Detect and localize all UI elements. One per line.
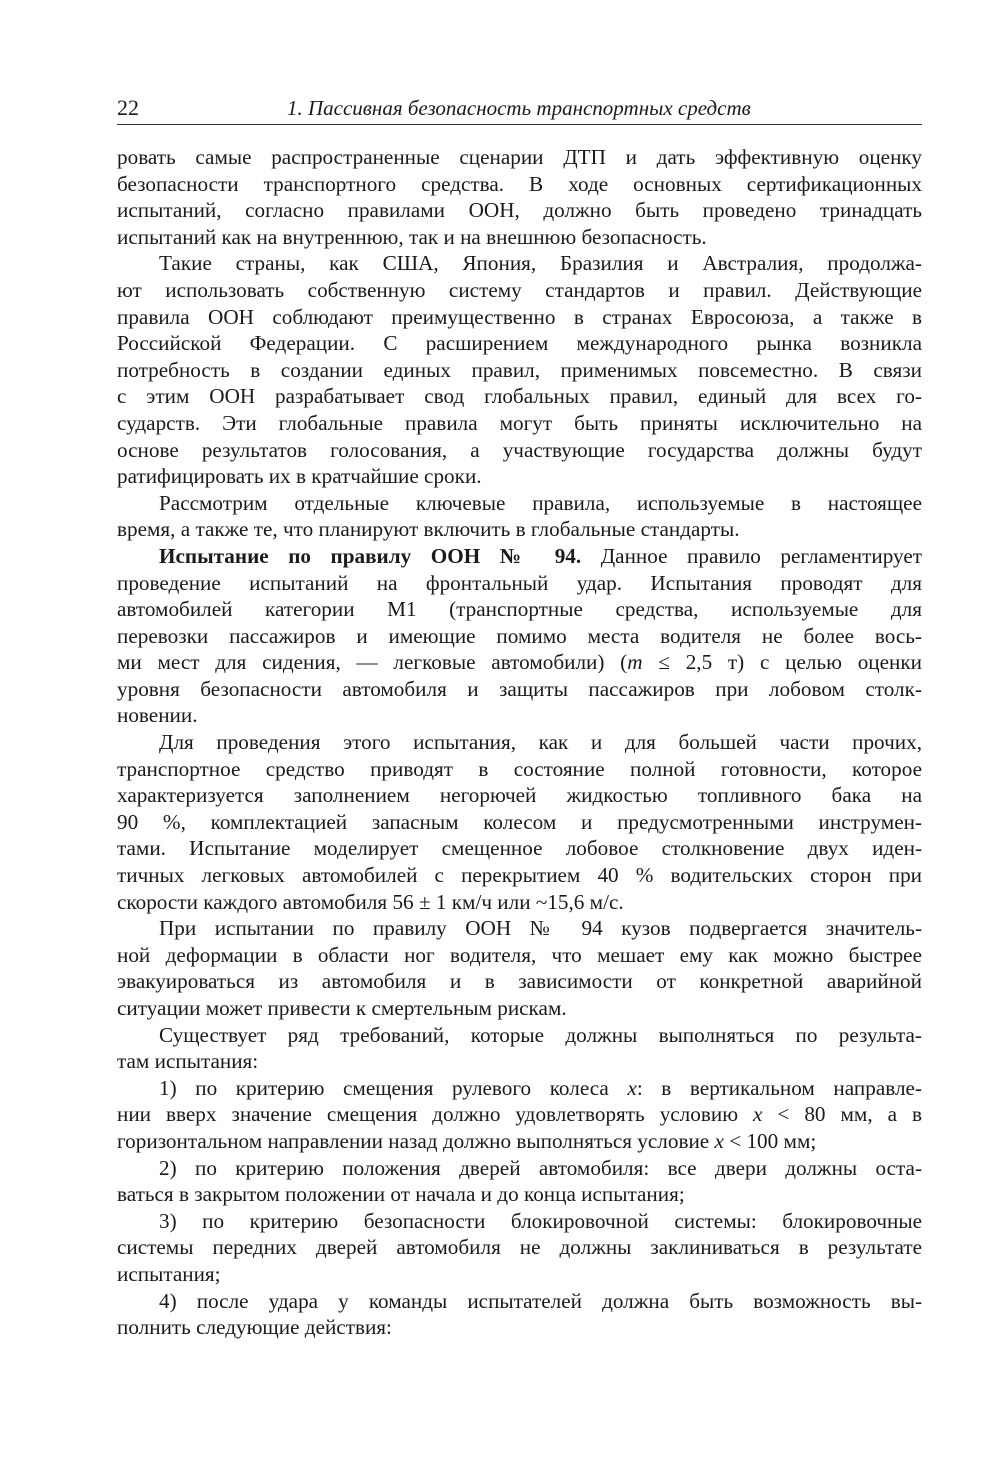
- chapter-title: 1. Пассивная безопасность транспортных средств: [287, 96, 751, 120]
- paragraph-1: [117, 144, 922, 250]
- text-line: скорости каждого автомобиля 56 ± 1 км/ч или ~15,6 м/с.: [117, 889, 624, 914]
- paragraph-2: [117, 250, 922, 489]
- variable-x: x: [627, 1075, 637, 1100]
- text-line: [117, 649, 922, 676]
- text-line: тичных легковых автомобилей с перекрытием 40 % водительских сторон при: [117, 863, 922, 888]
- text-run: ми мест для сидения, — легковые автомобили) (: [117, 650, 628, 675]
- text-line: новении.: [117, 703, 198, 728]
- text-line: 90 %, комплектацией запасным колесом и предусмотренными инструмен-: [117, 809, 922, 834]
- text-run: 1) по критерию смещения рулевого колеса: [159, 1075, 628, 1100]
- text-line: ситуации может привести к смертельным рискам.: [117, 996, 567, 1020]
- text-line: Существует ряд требований, которые должны выполняться по результа-: [159, 1022, 922, 1047]
- text-line: с этим ООН разрабатывает свод глобальных правил, единый для всех го-: [117, 384, 922, 409]
- text-line: 4) после удара у команды испытателей должна быть возможность вы-: [159, 1288, 922, 1313]
- text-line: ровать самые распространенные сценарии ДТП и дать эффективную оценку: [117, 145, 922, 169]
- text-line: Такие страны, как США, Япония, Бразилия и Австралия, продолжа-: [159, 251, 922, 276]
- text-line: полнить следующие действия:: [117, 1315, 392, 1340]
- body-text: [117, 144, 922, 1341]
- text-line: тами. Испытание моделирует смещенное лобовое столкновение двух иден-: [117, 836, 922, 861]
- text-line: испытаний, согласно правилами ООН, должно быть проведено тринадцать: [117, 198, 922, 223]
- text-line: испытания;: [117, 1261, 221, 1286]
- text-line: проведение испытаний на фронтальный удар. Испытания проводят для: [117, 570, 922, 595]
- running-header: [117, 94, 922, 125]
- page-number: 22: [117, 95, 139, 120]
- text-line: [117, 1128, 922, 1155]
- text-line: автомобилей категории М1 (транспортные средства, используемые для: [117, 597, 922, 622]
- text-line: характеризуется заполнением негорючей жидкостью топливного бака на: [117, 783, 922, 808]
- list-item-4: [117, 1288, 922, 1341]
- text-line: [117, 543, 922, 570]
- text-line: уровня безопасности автомобиля и защиты пассажиров при лобовом столк-: [117, 676, 922, 701]
- text-line: испытаний как на внутреннюю, так и на внешнюю безопасность.: [117, 224, 707, 249]
- list-item-2: [117, 1155, 922, 1208]
- variable-m: m: [627, 650, 643, 675]
- variable-x: x: [714, 1128, 724, 1153]
- text-run: Данное правило регламентирует: [581, 543, 922, 568]
- text-line: 2) по критерию положения дверей автомобиля: все двери должны оста-: [159, 1155, 922, 1180]
- text-line: 3) по критерию безопасности блокировочной системы: блокировочные: [159, 1208, 922, 1233]
- text-line: [117, 1075, 922, 1102]
- text-run: < 100 мм;: [723, 1128, 817, 1153]
- variable-x: x: [753, 1102, 763, 1127]
- text-line: ваться в закрытом положении от начала и до конца испытания;: [117, 1182, 685, 1207]
- paragraph-4: [117, 543, 922, 729]
- text-line: сударств. Эти глобальные правила могут быть приняты исключительно на: [117, 410, 922, 435]
- paragraph-6: [117, 915, 922, 1021]
- paragraph-3: [117, 490, 922, 543]
- text-line: время, а также те, что планируют включить в глобальные стандарты.: [117, 517, 740, 542]
- text-run: нии вверх значение смещения должно удовлетворять условию: [117, 1102, 754, 1127]
- text-line: основе результатов голосования, а участвующие государства должны будут: [117, 437, 922, 462]
- text-line: правила ООН соблюдают преимущественно в странах Евросоюза, а также в: [117, 304, 922, 329]
- text-line: перевозки пассажиров и имеющие помимо места водителя не более вось-: [117, 623, 922, 648]
- text-run: горизонтальном направлении назад должно выполняться условие: [117, 1128, 715, 1153]
- text-run: ≤ 2,5 т) с целью оценки: [642, 650, 923, 675]
- text-line: эвакуироваться из автомобиля и в зависимости от конкретной аварийной: [117, 969, 922, 994]
- text-line: ют использовать собственную систему стандартов и правил. Действующие: [117, 277, 922, 302]
- text-line: Российской Федерации. С расширением международного рынка возникла: [117, 331, 922, 356]
- text-line: безопасности транспортного средства. В ходе основных сертификационных: [117, 171, 922, 196]
- text-line: системы передних дверей автомобиля не должны заклиниваться в результате: [117, 1235, 922, 1260]
- text-line: ной деформации в области ног водителя, что мешает ему как можно быстрее: [117, 942, 922, 967]
- text-line: там испытания:: [117, 1049, 259, 1074]
- text-line: ратифицировать их в кратчайшие сроки.: [117, 464, 482, 489]
- list-item-1: [117, 1075, 922, 1155]
- text-line: транспортное средство приводят в состояние полной готовности, которое: [117, 756, 922, 781]
- text-line: Для проведения этого испытания, как и для большей части прочих,: [159, 730, 922, 755]
- list-item-3: [117, 1208, 922, 1288]
- text-line: При испытании по правилу ООН № 94 кузов подвергается значитель-: [159, 916, 922, 941]
- text-line: потребность в создании единых правил, применимых повсеместно. В связи: [117, 357, 922, 382]
- text-run: : в вертикальном направле-: [636, 1075, 922, 1100]
- text-run: < 80 мм, а в: [762, 1102, 922, 1127]
- text-line: [117, 1101, 922, 1128]
- paragraph-7: [117, 1022, 922, 1075]
- section-heading: Испытание по правилу ООН № 94.: [159, 543, 582, 568]
- text-line: Рассмотрим отдельные ключевые правила, используемые в настоящее: [159, 490, 922, 515]
- paragraph-5: [117, 729, 922, 915]
